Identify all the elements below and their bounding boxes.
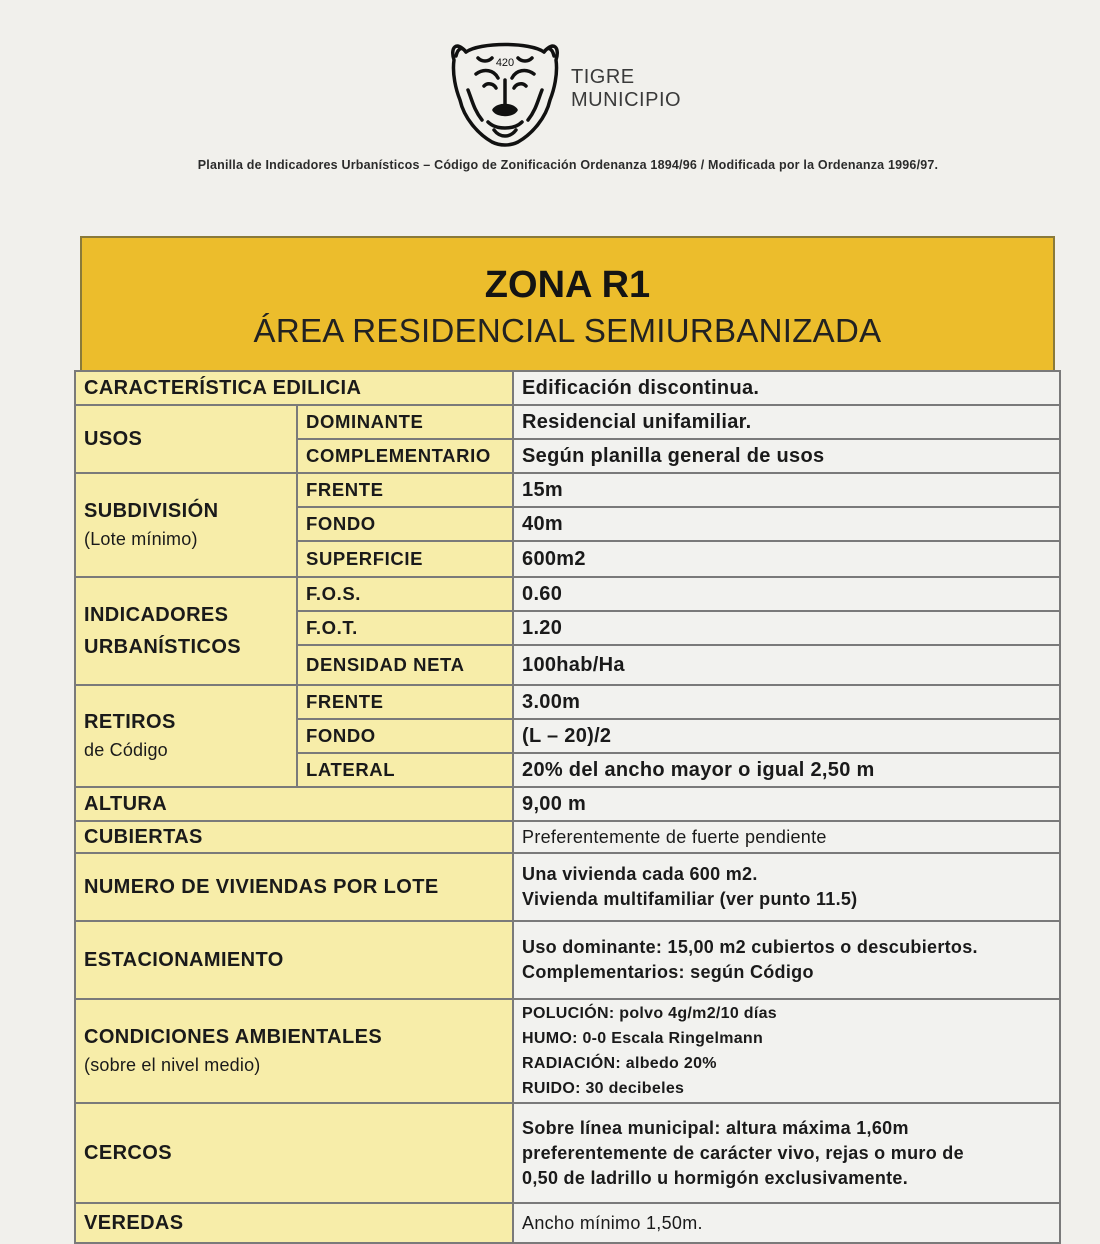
sub-label: DENSIDAD NETA [297,645,513,685]
row-label [75,999,513,1103]
sub-label: F.O.S. [297,577,513,611]
zone-banner [80,236,1055,370]
row-label-text: CONDICIONES AMBIENTALES [84,1026,383,1048]
row-value: (L – 20)/2 [513,719,1060,753]
table-row [75,1103,1060,1203]
row-label: ALTURA [75,787,513,821]
row-label: CUBIERTAS [75,821,513,853]
value-key: POLUCIÓN: [522,1005,615,1022]
row-value: 9,00 m [513,787,1060,821]
row-value [513,999,1060,1103]
row-value: 20% del ancho mayor o igual 2,50 m [513,753,1060,787]
row-value: Preferentemente de fuerte pendiente [513,821,1060,853]
value-line: preferentemente de carácter vivo, rejas o muro de [522,1142,964,1163]
row-value: Edificación discontinua. [513,371,1060,405]
sub-label: FRENTE [297,685,513,719]
row-value: 0.60 [513,577,1060,611]
table-row [75,787,1060,821]
table-row [75,685,1060,719]
value-key: RUIDO: [522,1080,581,1097]
page-header [0,0,1100,230]
row-value: Ancho mínimo 1,50m. [513,1203,1060,1243]
row-value: Según planilla general de usos [513,439,1060,473]
sub-label: FRENTE [297,473,513,507]
zone-title: ZONA R1 [484,264,651,306]
row-label-text: INDICADORES [84,604,229,626]
sub-label: DOMINANTE [297,405,513,439]
row-value: 15m [513,473,1060,507]
row-label-note: (Lote mínimo) [84,529,198,549]
row-label: CARACTERÍSTICA EDILICIA [75,371,513,405]
row-label-note: (sobre el nivel medio) [84,1055,261,1075]
row-label-note: de Código [84,740,168,760]
indicators-table [74,370,1061,1244]
value-key: RADIACIÓN: [522,1055,622,1072]
row-label: VEREDAS [75,1203,513,1243]
row-label [75,685,297,787]
row-label-text: URBANÍSTICOS [84,636,242,658]
row-value: 600m2 [513,541,1060,577]
sub-label: COMPLEMENTARIO [297,439,513,473]
value-text: 30 decibeles [580,1080,685,1097]
sub-label: LATERAL [297,753,513,787]
value-text: albedo 20% [621,1055,717,1072]
row-value: 3.00m [513,685,1060,719]
zone-area-name: ÁREA RESIDENCIAL SEMIURBANIZADA [253,312,882,349]
table-row [75,473,1060,507]
municipality-wordmark [571,66,681,112]
value-text: 15,00 m2 cubiertos o descubiertos. [662,937,978,957]
table-row [75,921,1060,999]
row-label: CERCOS [75,1103,513,1203]
row-value: Residencial unifamiliar. [513,405,1060,439]
row-value: 40m [513,507,1060,541]
table-row [75,577,1060,611]
sub-label: FONDO [297,719,513,753]
table-row [75,405,1060,439]
row-value [513,1103,1060,1203]
table-row [75,999,1060,1103]
row-value: 1.20 [513,611,1060,645]
value-text: polvo 4g/m2/10 días [614,1005,777,1022]
row-value [513,921,1060,999]
value-line: Vivienda multifamiliar (ver punto 11.5) [522,889,858,909]
row-label [75,473,297,577]
table-row [75,853,1060,921]
table-row [75,371,1060,405]
row-value [513,853,1060,921]
value-key: HUMO: [522,1030,578,1047]
table-row [75,1203,1060,1243]
value-line: Sobre línea municipal: altura máxima 1,60m [522,1117,909,1138]
table-row [75,821,1060,853]
value-key: Uso dominante: [522,937,663,957]
value-key: Complementarios: [522,962,685,982]
brand-line-2: MUNICIPIO [571,89,682,111]
row-value: 100hab/Ha [513,645,1060,685]
value-line: Una vivienda cada 600 m2. [522,864,758,884]
row-label: NUMERO DE VIVIENDAS POR LOTE [75,853,513,921]
sub-label: SUPERFICIE [297,541,513,577]
value-line: 0,50 de ladrillo u hormigón exclusivamente. [522,1167,909,1188]
sub-label: FONDO [297,507,513,541]
brand-line-1: TIGRE [571,66,635,88]
sub-label: F.O.T. [297,611,513,645]
row-label: USOS [75,405,297,473]
zoning-sheet [80,236,1055,1244]
row-label [75,577,297,685]
row-label-text: RETIROS [84,711,176,733]
value-text: según Código [684,962,814,982]
row-label: ESTACIONAMIENTO [75,921,513,999]
document-subtitle: Planilla de Indicadores Urbanísticos – Código de Zonificación Ordenanza 1894/96 / Modificada por la Ordenanza 1996/97. [197,158,939,172]
row-label-text: SUBDIVISIÓN [84,500,219,522]
value-text: 0-0 Escala Ringelmann [577,1030,764,1047]
tiger-head-icon [448,30,563,150]
svg-text:420: 420 [495,57,515,69]
